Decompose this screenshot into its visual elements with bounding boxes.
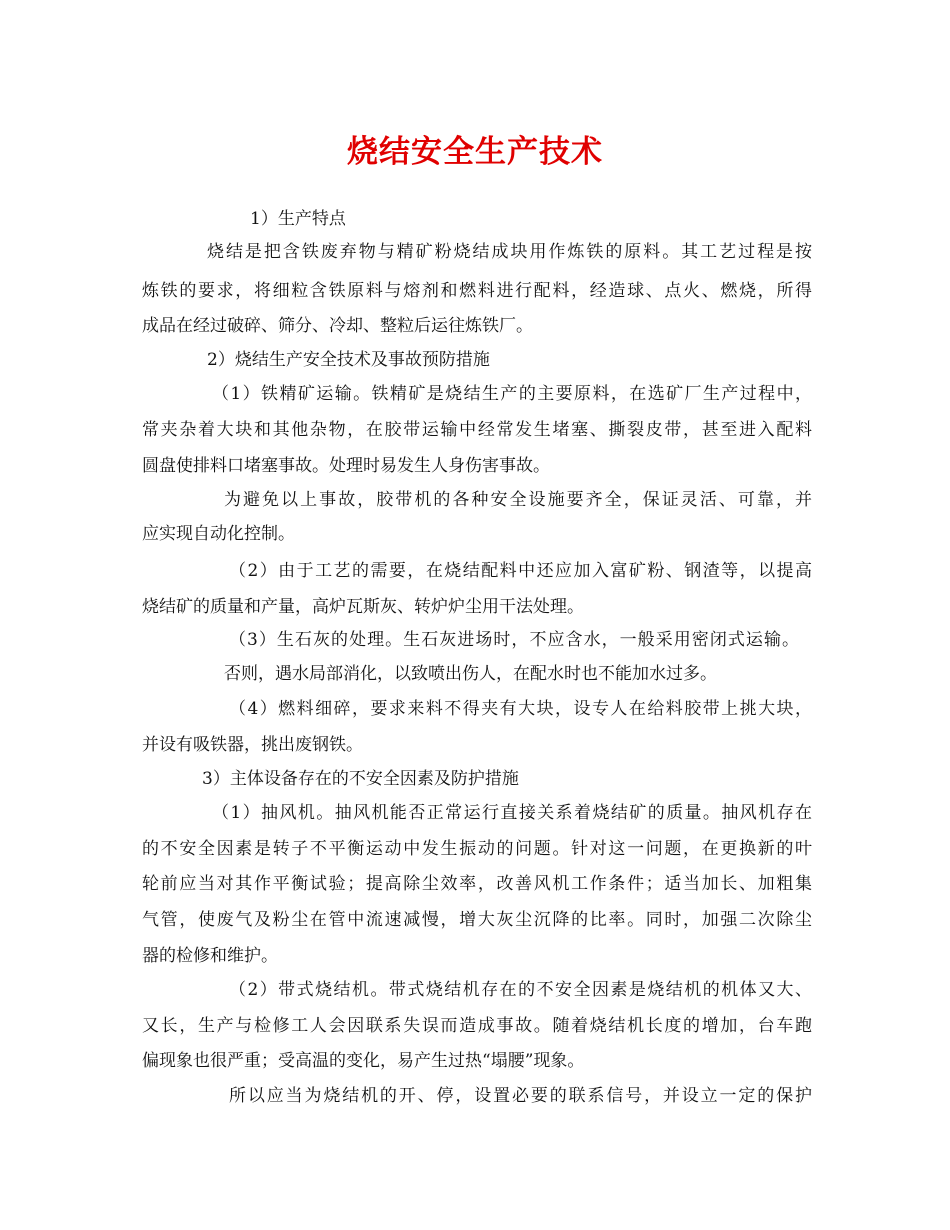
- paragraph-line: 常夹杂着大块和其他杂物，在胶带运输中经常发生堵塞、撕裂皮带，甚至进入配料: [142, 420, 812, 440]
- paragraph-line: 否则，遇水局部消化，以致喷出伤人，在配水时也不能加水过多。: [224, 664, 717, 684]
- paragraph-line: 成品在经过破碎、筛分、冷却、整粒后运往炼铁厂。: [142, 316, 533, 336]
- paragraph-line: （1）铁精矿运输。铁精矿是烧结生产的主要原料，在选矿厂生产过程中，: [212, 384, 812, 404]
- section-heading-3: 3）主体设备存在的不安全因素及防护措施: [202, 769, 519, 789]
- paragraph-line: 气管，使废气及粉尘在管中流速减慢，增大灰尘沉降的比率。同时，加强二次除尘: [142, 910, 812, 930]
- paragraph-line: 所以应当为烧结机的开、停，设置必要的联系信号，并设立一定的保护: [229, 1086, 812, 1106]
- paragraph-line: 为避免以上事故，胶带机的各种安全设施要齐全，保证灵活、可靠，并: [224, 490, 812, 510]
- paragraph-line: （4）燃料细碎，要求来料不得夹有大块，设专人在给料胶带上挑大块，: [229, 699, 812, 719]
- document-title: 烧结安全生产技术: [347, 134, 603, 170]
- paragraph-line: 圆盘使排料口堵塞事故。处理时易发生人身伤害事故。: [142, 456, 550, 476]
- paragraph-line: 应实现自动化控制。: [142, 524, 295, 544]
- paragraph-line: 烧结是把含铁废弃物与精矿粉烧结成块用作炼铁的原料。其工艺过程是按: [207, 242, 812, 262]
- paragraph-line: 炼铁的要求，将细粒含铁原料与熔剂和燃料进行配料，经造球、点火、燃烧，所得: [142, 281, 812, 301]
- paragraph-line: （2）带式烧结机。带式烧结机存在的不安全因素是烧结机的机体又大、: [229, 980, 812, 1000]
- paragraph-line: （1）抽风机。抽风机能否正常运行直接关系着烧结矿的质量。抽风机存在: [212, 803, 812, 823]
- paragraph-line: 器的检修和维护。: [142, 946, 278, 966]
- paragraph-line: 轮前应当对其作平衡试验；提高除尘效率，改善风机工作条件；适当加长、加粗集: [142, 874, 812, 894]
- paragraph-line: 又长，生产与检修工人会因联系失误而造成事故。随着烧结机长度的增加，台车跑: [142, 1016, 812, 1036]
- section-heading-1: 1）生产特点: [250, 209, 346, 229]
- section-heading-2: 2）烧结生产安全技术及事故预防措施: [207, 350, 490, 370]
- paragraph-line: （2）由于工艺的需要，在烧结配料中还应加入富矿粉、钢渣等，以提高: [229, 561, 812, 581]
- paragraph-line: 的不安全因素是转子不平衡运动中发生振动的问题。针对这一问题，在更换新的叶: [142, 839, 812, 859]
- paragraph-line: （3）生石灰的处理。生石灰进场时，不应含水，一般采用密闭式运输。: [229, 630, 799, 650]
- paragraph-line: 偏现象也很严重；受高温的变化，易产生过热“塌腰”现象。: [142, 1051, 585, 1071]
- paragraph-line: 并设有吸铁器，挑出废钢铁。: [142, 735, 363, 755]
- paragraph-line: 烧结矿的质量和产量，高炉瓦斯灰、转炉炉尘用干法处理。: [142, 597, 584, 617]
